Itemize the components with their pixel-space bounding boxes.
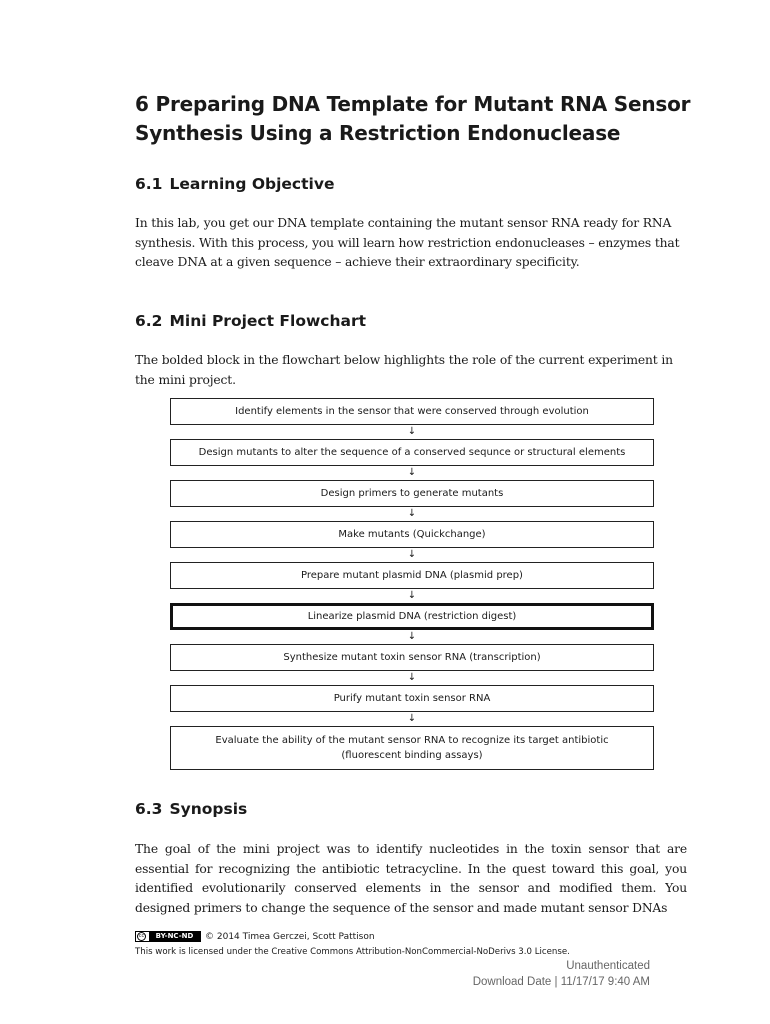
flowchart-step <box>170 685 654 712</box>
watermark-unauthenticated: Unauthenticated <box>566 960 650 972</box>
section-number: 6.2 <box>135 312 163 330</box>
flowchart-step <box>170 521 654 548</box>
flowchart-arrow-icon: ↓ <box>407 467 417 478</box>
chapter-title-line2: Synthesis Using a Restriction Endonuclease <box>135 121 621 145</box>
section-title: Synopsis <box>169 800 248 818</box>
flowchart-step <box>170 480 654 507</box>
chapter-title <box>135 90 735 148</box>
flowchart-arrow-icon: ↓ <box>407 590 417 601</box>
watermark-download-date: Download Date | 11/17/17 9:40 AM <box>472 976 650 988</box>
mini-project-flowchart <box>170 398 654 770</box>
section-number: 6.1 <box>135 175 163 193</box>
flowchart-step-text-line2: (fluorescent binding assays) <box>341 750 483 761</box>
flowchart-step <box>170 726 654 770</box>
flowchart-step-text: Make mutants (Quickchange) <box>338 529 486 540</box>
flowchart-step-text: Synthesize mutant toxin sensor RNA (transcription) <box>283 652 541 663</box>
flowchart-arrow-icon: ↓ <box>407 549 417 560</box>
section-title: Mini Project Flowchart <box>169 312 367 330</box>
license-text: This work is licensed under the Creative Commons Attribution-NonCommercial-NoDerivs 3.0 License. <box>135 947 570 957</box>
flowchart-step-text: Linearize plasmid DNA (restriction digest) <box>307 611 517 622</box>
section-6-3-heading <box>135 799 247 819</box>
section-title: Learning Objective <box>169 175 335 193</box>
flowchart-arrow-icon: ↓ <box>407 631 417 642</box>
copyright-line <box>135 931 375 942</box>
synopsis-paragraph: The goal of the mini project was to identify nucleotides in the toxin sensor that are essential for recognizing the antibiotic tetracycline. In the quest toward this goal, you identified evolutionarily conserved elements in the sensor and modified them. You designed primers to change the sequence of the sensor and made mutant sensor DNAs <box>135 842 687 915</box>
flowchart-step-highlighted <box>170 603 654 630</box>
learning-objective-paragraph: In this lab, you get our DNA template containing the mutant sensor RNA ready for RNA synthesis. With this process, you will learn how restriction endonucleases – enzymes that cleave DNA at a given sequence – achieve their extraordinary specificity. <box>135 216 680 269</box>
copyright-text: © 2014 Timea Gerczei, Scott Pattison <box>205 932 375 942</box>
cc-license-badge <box>135 931 201 942</box>
flowchart-arrow-icon: ↓ <box>407 713 417 724</box>
cc-badge-text: BY-NC-ND <box>149 932 200 941</box>
flowchart-arrow-icon: ↓ <box>407 508 417 519</box>
flowchart-intro-paragraph: The bolded block in the flowchart below highlights the role of the current experiment in the mini project. <box>135 353 673 387</box>
section-number: 6.3 <box>135 800 163 818</box>
flowchart-step-text: Purify mutant toxin sensor RNA <box>333 693 491 704</box>
flowchart-step <box>170 644 654 671</box>
section-6-1-heading <box>135 174 334 194</box>
chapter-number: 6 <box>135 92 149 116</box>
flowchart-step <box>170 439 654 466</box>
section-6-2-heading <box>135 311 366 331</box>
chapter-title-line1: Preparing DNA Template for Mutant RNA Sensor <box>155 92 691 116</box>
flowchart-step-text: Evaluate the ability of the mutant sensor RNA to recognize its target antibiotic <box>215 735 609 746</box>
cc-icon: cc <box>138 933 145 939</box>
flowchart-step-text: Design mutants to alter the sequence of a conserved sequnce or structural elements <box>198 447 626 458</box>
flowchart-step-text: Identify elements in the sensor that were conserved through evolution <box>235 406 589 417</box>
flowchart-arrow-icon: ↓ <box>407 426 417 437</box>
flowchart-step-text: Design primers to generate mutants <box>320 488 504 499</box>
flowchart-step <box>170 562 654 589</box>
flowchart-step-text: Prepare mutant plasmid DNA (plasmid prep) <box>301 570 523 581</box>
flowchart-arrow-icon: ↓ <box>407 672 417 683</box>
flowchart-step <box>170 398 654 425</box>
